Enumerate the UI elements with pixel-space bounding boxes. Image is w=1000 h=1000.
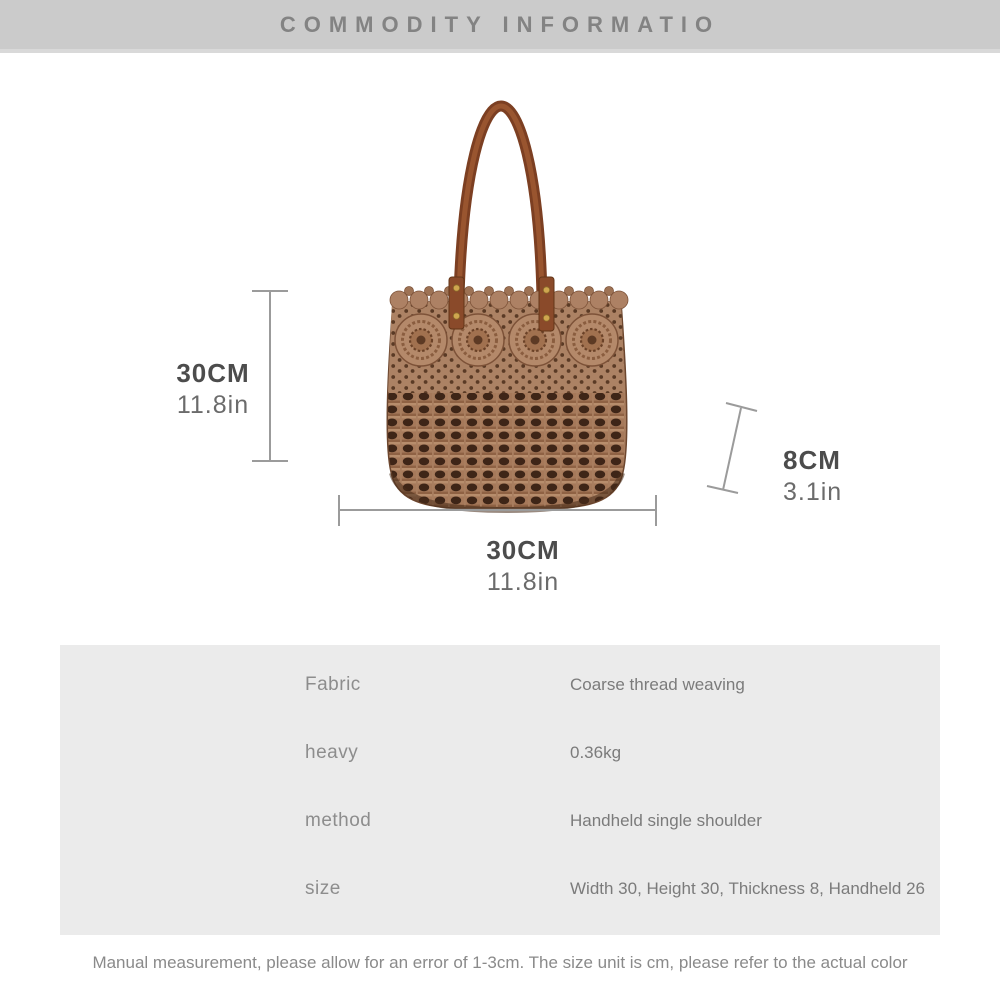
spec-label-method: method	[305, 810, 372, 831]
measurement-disclaimer: Manual measurement, please allow for an error of 1-3cm. The size unit is cm, please refer to the actual color	[92, 953, 908, 972]
spec-label-heavy: heavy	[305, 742, 359, 763]
thickness-cm: 8CM	[783, 445, 841, 475]
spec-value-method: Handheld single shoulder	[570, 811, 762, 830]
width-dimension-label	[447, 536, 599, 596]
thickness-dimension-line	[723, 408, 741, 490]
thickness-dimension-label	[783, 446, 842, 506]
spec-label-size: size	[305, 878, 341, 899]
spec-table	[60, 645, 940, 935]
width-in: 11.8in	[486, 567, 560, 596]
table-row	[60, 787, 940, 855]
bag-strap	[459, 106, 542, 296]
spec-value-fabric: Coarse thread weaving	[570, 675, 745, 694]
height-dimension-label	[152, 359, 274, 419]
width-cm: 30CM	[486, 535, 560, 565]
rivet-icon	[453, 285, 459, 291]
table-row	[60, 651, 940, 719]
rivet-icon	[453, 313, 459, 319]
page-title: COMMODITY INFORMATIO	[279, 11, 721, 37]
thickness-in: 3.1in	[783, 477, 843, 506]
rivet-icon	[543, 287, 549, 293]
height-in: 11.8in	[176, 390, 250, 419]
height-cm: 30CM	[176, 358, 250, 388]
table-row	[60, 855, 940, 923]
table-row	[60, 719, 940, 787]
rivet-icon	[543, 315, 549, 321]
thickness-dimension-cap-bottom	[707, 486, 738, 493]
spec-value-heavy: 0.36kg	[570, 743, 622, 762]
spec-label-fabric: Fabric	[305, 674, 361, 695]
spec-value-size: Width 30, Height 30, Thickness 8, Handheld 26	[570, 879, 926, 898]
